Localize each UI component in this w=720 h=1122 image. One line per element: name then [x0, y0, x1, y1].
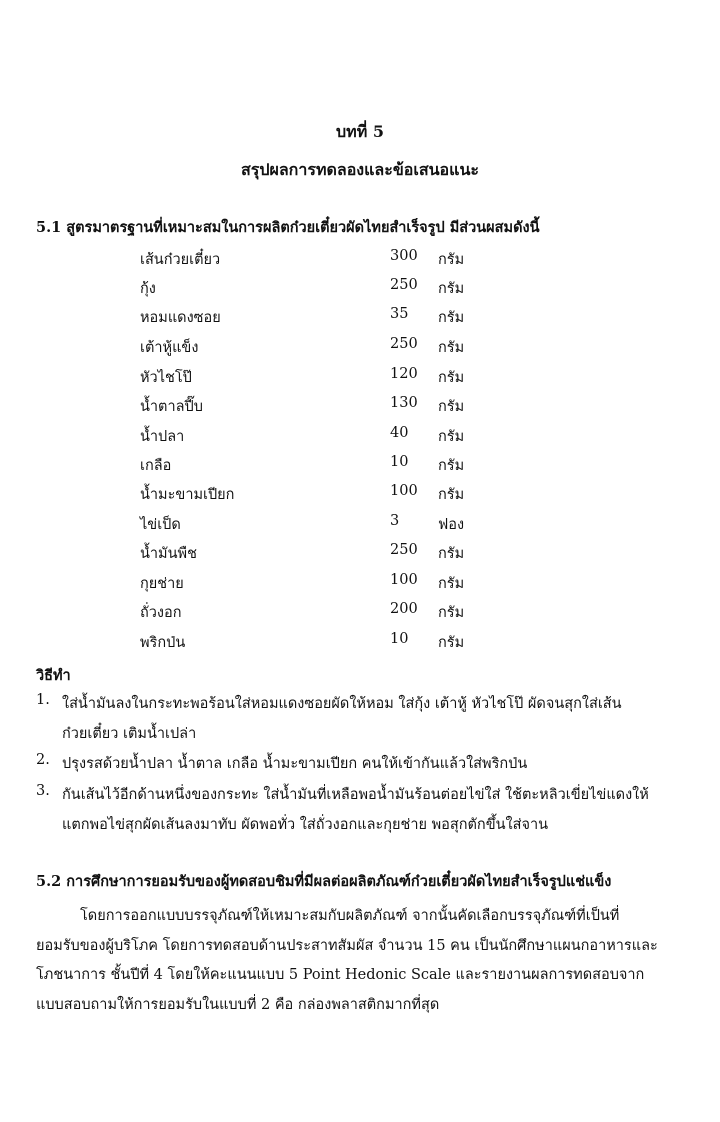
ingredient-qty: 100	[390, 572, 418, 588]
ingredient-row	[0, 336, 720, 362]
ingredient-qty: 3	[390, 513, 400, 529]
ingredient-unit: กรัม	[438, 546, 465, 562]
ingredient-unit: กรัม	[438, 429, 465, 445]
ingredient-qty: 300	[390, 248, 418, 264]
section-5-1-heading: 5.1 สูตรมาตรฐานที่เหมาะสมในการผลิตก๋วยเตี๋ยวผัดไทยสำเร็จรูป มีส่วนผสมดังนี้	[36, 219, 540, 236]
chapter-subtitle: สรุปผลการทดลองและข้อเสนอแนะ	[240, 160, 479, 179]
ingredient-unit: กรัม	[438, 252, 465, 268]
ingredient-qty: 10	[390, 454, 409, 470]
step-text-line-1: กันเส้นไว้อีกด้านหนึ่งของกระทะ ใส่น้ำมันที่เหลือพอน้ำมันร้อนต่อยไข่ใส่ ใช้ตะหลิวเขี่ยไข่แดงให้	[62, 787, 649, 803]
ingredient-unit: กรัม	[438, 487, 465, 503]
ingredient-name: เส้นก๋วยเตี๋ยว	[140, 252, 221, 268]
ingredient-unit: กรัม	[438, 576, 465, 592]
ingredient-name: กุยช่าย	[140, 576, 184, 592]
paragraph-line: แบบสอบถามให้การยอมรับในแบบที่ 2 คือ กล่องพลาสติกมากที่สุด	[36, 997, 440, 1013]
ingredient-row	[0, 277, 720, 303]
ingredient-unit: กรัม	[438, 340, 465, 356]
ingredient-name: กุ้ง	[140, 281, 156, 297]
ingredient-unit: กรัม	[438, 310, 465, 326]
step-number: 1.	[36, 692, 50, 708]
ingredient-row	[0, 395, 720, 421]
ingredient-unit: กรัม	[438, 605, 465, 621]
ingredient-qty: 200	[390, 601, 418, 617]
method-heading: วิธีทำ	[36, 667, 71, 684]
ingredient-unit: กรัม	[438, 458, 465, 474]
ingredient-name: น้ำปลา	[140, 429, 185, 445]
ingredient-row	[0, 454, 720, 480]
ingredient-unit: ฟอง	[438, 517, 465, 533]
ingredient-row	[0, 248, 720, 274]
ingredient-qty: 130	[390, 395, 418, 411]
ingredient-name: ถั่วงอก	[140, 605, 182, 621]
ingredient-name: เต้าหู้แข็ง	[140, 340, 199, 356]
paragraph-line: ยอมรับของผู้บริโภค โดยการทดสอบด้านประสาทสัมผัส จำนวน 15 คน เป็นนักศึกษาแผนกอาหารและ	[36, 938, 658, 954]
step-text-line-1: ปรุงรสด้วยน้ำปลา น้ำตาล เกลือ น้ำมะขามเปียก คนให้เข้ากันแล้วใส่พริกป่น	[62, 756, 528, 772]
ingredient-row	[0, 601, 720, 627]
paragraph-line: โภชนาการ ชั้นปีที่ 4 โดยให้คะแนนแบบ 5 Point Hedonic Scale และรายงานผลการทดสอบจาก	[36, 967, 645, 983]
ingredient-row	[0, 572, 720, 598]
ingredient-qty: 120	[390, 366, 418, 382]
ingredient-qty: 100	[390, 483, 418, 499]
ingredient-row	[0, 631, 720, 657]
ingredient-row	[0, 513, 720, 539]
ingredient-qty: 40	[390, 425, 409, 441]
ingredient-unit: กรัม	[438, 635, 465, 651]
ingredient-name: หอมแดงซอย	[140, 310, 221, 326]
ingredient-row	[0, 306, 720, 332]
ingredient-row	[0, 542, 720, 568]
ingredient-name: น้ำมันพืช	[140, 546, 197, 562]
step-number: 3.	[36, 783, 50, 799]
ingredient-qty: 250	[390, 336, 418, 352]
step-number: 2.	[36, 752, 50, 768]
step-text-line-1: ใส่น้ำมันลงในกระทะพอร้อนใส่หอมแดงซอยผัดให้หอม ใส่กุ้ง เต้าหู้ หัวไชโป๊ ผัดจนสุกใส่เส้น	[62, 696, 622, 712]
ingredient-name: น้ำตาลปี๊บ	[140, 399, 203, 415]
ingredient-qty: 250	[390, 277, 418, 293]
ingredient-row	[0, 366, 720, 392]
step-text-line-2: แตกพอไข่สุกผัดเส้นลงมาทับ ผัดพอทั่ว ใส่ถั่วงอกและกุยช่าย พอสุกตักขึ้นใส่จาน	[62, 817, 548, 833]
ingredient-name: หัวไชโป๊	[140, 370, 192, 386]
ingredient-name: น้ำมะขามเปียก	[140, 487, 235, 503]
chapter-title: บทที่ 5	[336, 122, 384, 141]
paragraph-line: โดยการออกแบบบรรจุภัณฑ์ให้เหมาะสมกับผลิตภัณฑ์ จากนั้นคัดเลือกบรรจุภัณฑ์ที่เป็นที่	[80, 908, 620, 924]
ingredient-name: ไข่เป็ด	[140, 517, 181, 533]
ingredient-row	[0, 483, 720, 509]
ingredient-qty: 10	[390, 631, 409, 647]
ingredient-qty: 250	[390, 542, 418, 558]
section-5-2-heading: 5.2 การศึกษาการยอมรับของผู้ทดสอบชิมที่มีผลต่อผลิตภัณฑ์ก๋วยเตี๋ยวผัดไทยสำเร็จรูปแช่แข็ง	[36, 873, 612, 890]
ingredient-unit: กรัม	[438, 370, 465, 386]
ingredient-name: พริกป่น	[140, 635, 186, 651]
ingredient-unit: กรัม	[438, 399, 465, 415]
ingredient-row	[0, 425, 720, 451]
ingredient-qty: 35	[390, 306, 409, 322]
step-text-line-2: ก๋วยเตี๋ยว เติมน้ำเปล่า	[62, 726, 197, 742]
ingredient-unit: กรัม	[438, 281, 465, 297]
ingredient-name: เกลือ	[140, 458, 172, 474]
